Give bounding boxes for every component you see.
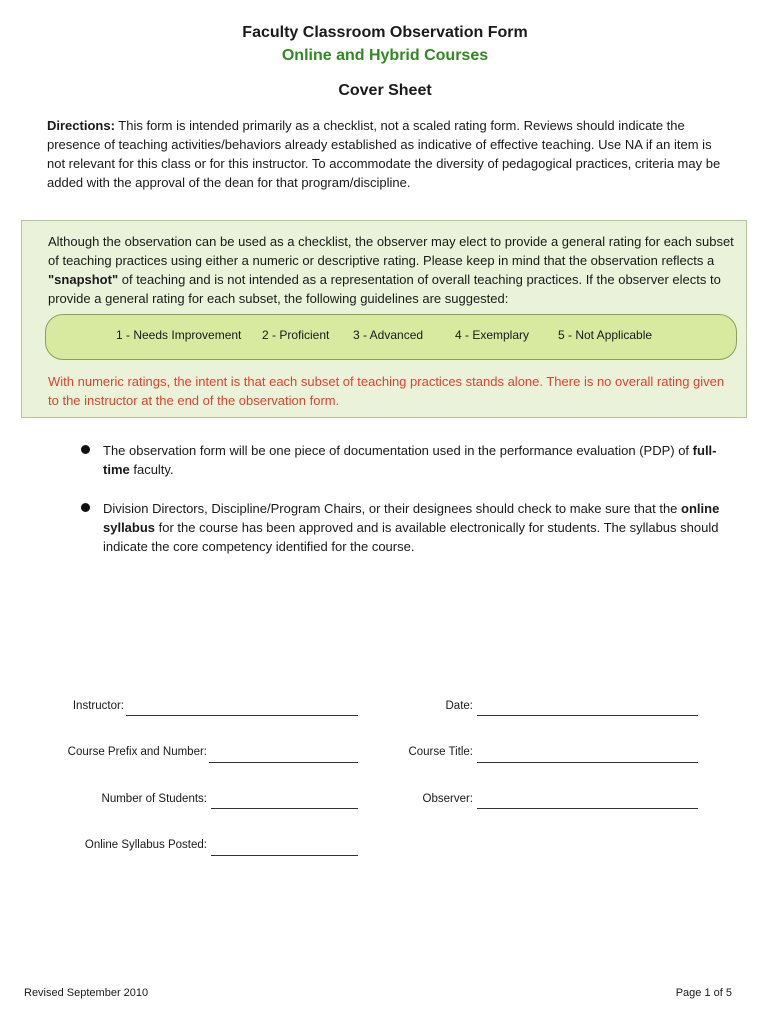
form-title: Faculty Classroom Observation Form — [242, 24, 528, 41]
scale-item: 5 - Not Applicable — [558, 328, 653, 342]
syllabus-posted-field[interactable] — [211, 855, 358, 856]
bullet-item — [103, 499, 728, 556]
bullet-text-cont: faculty. — [129, 462, 174, 477]
course-prefix-field[interactable] — [209, 762, 358, 763]
bullet-text: Division Directors, Discipline/Program Chairs, or their designees should check to make sure that the — [103, 501, 682, 516]
scale-item: 1 - Needs Improvement — [116, 328, 242, 342]
bullet-item — [103, 441, 728, 479]
scale-item: 3 - Advanced — [353, 328, 424, 342]
bullet-emphasis: full-time — [103, 443, 717, 477]
bullet-icon — [81, 445, 90, 454]
observer-field[interactable] — [477, 808, 698, 809]
course-title-field[interactable] — [477, 762, 698, 763]
observer-label: Observer: — [422, 793, 473, 805]
course-prefix-label: Course Prefix and Number: — [67, 746, 207, 758]
directions-paragraph — [47, 116, 727, 192]
num-students-field[interactable] — [211, 808, 358, 809]
rating-intro-text: Although the observation can be used as a checklist, the observer may elect to provide a general rating for each subset of teaching practices using either a numeric or descriptive rating. Please keep in mind that the observation reflects a — [48, 234, 734, 268]
snapshot-emphasis: "snapshot" — [48, 272, 119, 287]
form-subtitle: Online and Hybrid Courses — [281, 47, 489, 64]
rating-guidelines-box — [21, 220, 747, 418]
rating-intro-text-cont: of teaching and is not intended as a representation of overall teaching practices. If the observer elects to provide a general rating for each subset, the following guidelines are suggested: — [48, 272, 721, 306]
scale-item: 2 - Proficient — [262, 328, 330, 342]
bullet-emphasis: online syllabus — [103, 501, 720, 535]
date-field[interactable] — [477, 715, 698, 716]
instructor-field[interactable] — [126, 715, 358, 716]
rating-note: With numeric ratings, the intent is that each subset of teaching practices stands alone. There is no overall rating given to the instructor at the end of the observation form. — [48, 374, 725, 408]
rating-intro — [48, 232, 738, 308]
rating-scale — [45, 314, 737, 360]
scale-item: 4 - Exemplary — [455, 328, 530, 342]
directions-label: Directions: — [47, 118, 115, 133]
bullet-icon — [81, 503, 90, 512]
revision-note: Revised September 2010 — [24, 987, 149, 999]
syllabus-posted-label: Online Syllabus Posted: — [84, 839, 207, 851]
date-label: Date: — [445, 700, 473, 712]
bullet-text: The observation form will be one piece of documentation used in the performance evaluation (PDP) of — [103, 443, 693, 458]
directions-text: This form is intended primarily as a checklist, not a scaled rating form. Reviews should indicate the presence of teaching activities/behaviors already established as indicative of effective teaching. Use NA if an item is not relevant for this class or for this instructor. To accommodate the diversity of pedagogical practices, criteria may be added with the approval of the dean for that program/discipline. — [47, 118, 721, 190]
section-heading: Cover Sheet — [338, 82, 432, 99]
instructor-label: Instructor: — [72, 700, 124, 712]
page-number: Page 1 of 5 — [675, 987, 732, 999]
num-students-label: Number of Students: — [101, 793, 207, 805]
course-title-label: Course Title: — [408, 746, 473, 758]
bullet-text-cont: for the course has been approved and is available electronically for students. The syllabus should indicate the core competency identified for the course. — [103, 520, 719, 554]
